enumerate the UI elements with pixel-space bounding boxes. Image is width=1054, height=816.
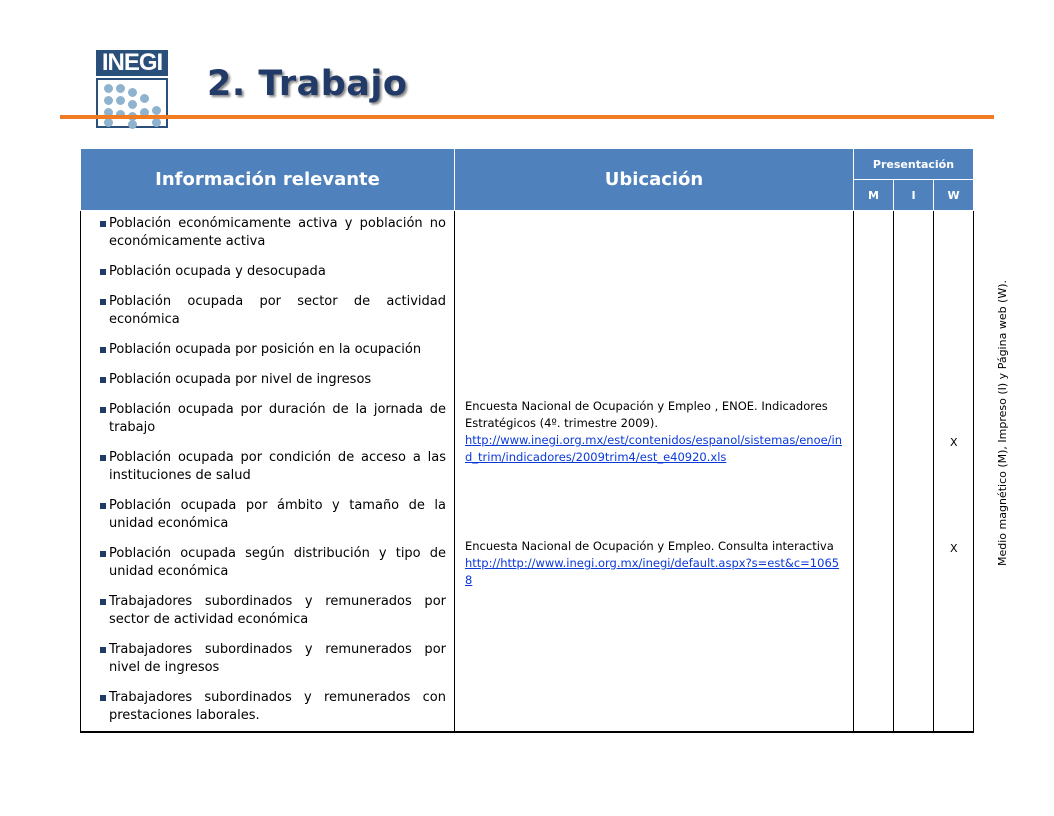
header-w: W: [934, 180, 974, 211]
bullet-icon: [100, 695, 106, 701]
bullet-icon: [100, 503, 106, 509]
bullet-icon: [100, 599, 106, 605]
bullet-icon: [100, 407, 106, 413]
list-item: Población ocupada y desocupada: [101, 263, 446, 281]
bullet-icon: [100, 377, 106, 383]
location-1-link[interactable]: http://www.inegi.org.mx/est/contenidos/espanol/sistemas/enoe/ind_trim/indicadores/2009trim4/est_e40920.xls: [465, 433, 843, 464]
list-item: Población ocupada según distribución y tipo de unidad económica: [101, 545, 446, 581]
bullet-icon: [100, 347, 106, 353]
location-block-enoe: [465, 398, 845, 466]
logo-text: INEGI: [96, 50, 168, 76]
logo-dots-graphic: [96, 78, 168, 128]
bullet-icon: [100, 221, 106, 227]
bullet-icon: [100, 269, 106, 275]
side-note: Medio magnético (M), Impreso (I) y Página web (W).: [996, 279, 1009, 566]
header-ubicacion: Ubicación: [455, 149, 854, 211]
table-row: [81, 211, 974, 733]
bullet-icon: [100, 299, 106, 305]
information-table: [80, 148, 974, 733]
header-i: I: [894, 180, 934, 211]
m-cell: [854, 211, 894, 733]
list-item: Población ocupada por sector de actividad económica: [101, 293, 446, 329]
list-item: Trabajadores subordinados y remunerados por sector de actividad económica: [101, 593, 446, 629]
list-item: Trabajadores subordinados y remunerados por nivel de ingresos: [101, 641, 446, 677]
header-info-relevante: Información relevante: [81, 149, 455, 211]
bullet-icon: [100, 647, 106, 653]
location-cell: [455, 211, 854, 733]
bullet-icon: [100, 551, 106, 557]
list-item: Población económicamente activa y población no económicamente activa: [101, 215, 446, 251]
list-item: Población ocupada por duración de la jornada de trabajo: [101, 401, 446, 437]
list-item: Población ocupada por posición en la ocupación: [101, 341, 446, 359]
mark-w-row-1: X: [950, 436, 958, 449]
list-item: Trabajadores subordinados y remunerados con prestaciones laborales.: [101, 689, 446, 725]
header-m: M: [854, 180, 894, 211]
header-presentacion: Presentación: [854, 149, 974, 180]
title-underline: [60, 115, 994, 119]
page-title: 2. Trabajo: [207, 64, 408, 104]
info-cell: [81, 211, 455, 733]
mark-w-row-2: X: [950, 542, 958, 555]
list-item: Población ocupada por nivel de ingresos: [101, 371, 446, 389]
i-cell: [894, 211, 934, 733]
bullet-icon: [100, 455, 106, 461]
location-2-link[interactable]: http://http://www.inegi.org.mx/inegi/default.aspx?s=est&c=10658: [465, 556, 840, 587]
location-block-consulta: [465, 538, 845, 589]
location-2-text: Encuesta Nacional de Ocupación y Empleo. Consulta interactiva: [465, 539, 834, 553]
list-item: Población ocupada por condición de acceso a las instituciones de salud: [101, 449, 446, 485]
list-item: Población ocupada por ámbito y tamaño de la unidad económica: [101, 497, 446, 533]
location-1-text: Encuesta Nacional de Ocupación y Empleo , ENOE. Indicadores Estratégicos (4º. trimestre 2009).: [465, 399, 828, 430]
w-cell: [934, 211, 974, 733]
